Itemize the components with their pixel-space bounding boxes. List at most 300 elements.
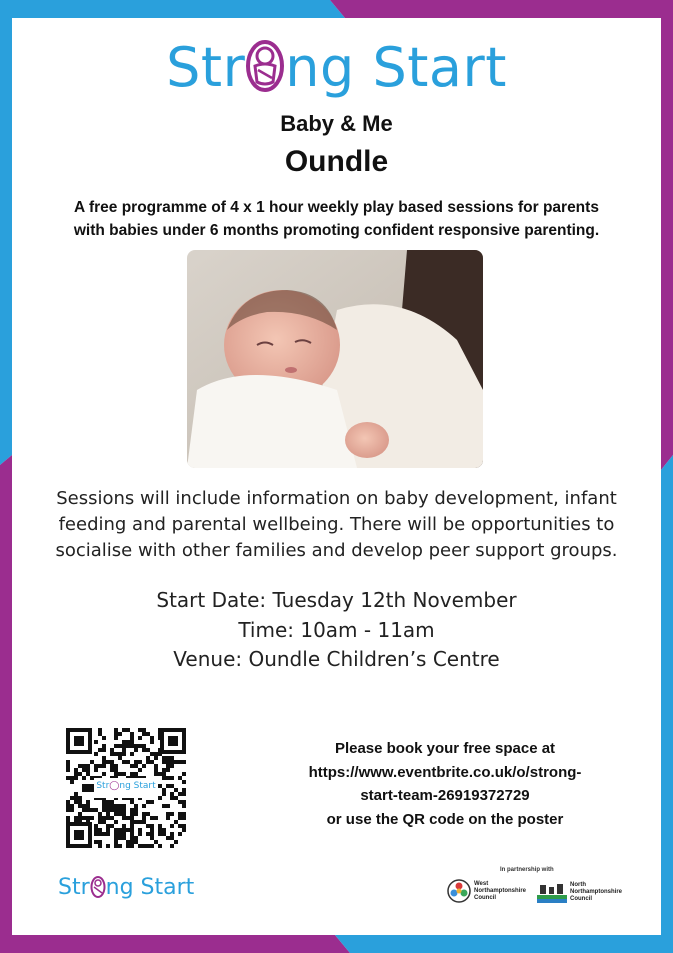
qr-module <box>162 804 166 808</box>
qr-module <box>130 732 134 736</box>
qr-module <box>114 772 118 776</box>
qr-logo-o: ◯ <box>109 781 120 791</box>
qr-module <box>86 772 90 776</box>
qr-module <box>118 804 122 808</box>
qr-module <box>150 740 154 744</box>
qr-module <box>98 728 102 732</box>
qr-module <box>142 728 146 732</box>
qr-module <box>142 732 146 736</box>
qr-module <box>158 832 162 836</box>
qr-module <box>122 828 126 832</box>
qr-module <box>170 796 174 800</box>
qr-logo-prefix: Str <box>96 781 110 791</box>
qr-module <box>150 844 154 848</box>
booking-line-1: Please book your free space at <box>334 740 556 757</box>
footer-logo-suffix: ng Start <box>105 875 195 900</box>
qr-module <box>118 844 122 848</box>
qr-module <box>98 732 102 736</box>
qr-module <box>74 768 78 772</box>
session-time: Time: 10am - 11am <box>238 617 435 642</box>
qr-module <box>138 832 142 836</box>
qr-module <box>86 808 90 812</box>
qr-module <box>170 756 174 760</box>
qr-module <box>138 828 142 832</box>
qr-module <box>130 740 134 744</box>
qr-module <box>162 756 166 760</box>
qr-module <box>126 840 130 844</box>
qr-module <box>122 808 126 812</box>
intro-line-1: A free programme of 4 x 1 hour weekly play based sessions for parents <box>74 199 599 216</box>
qr-module <box>122 752 126 756</box>
qr-module <box>86 768 90 772</box>
description-line-2: feeding and parental wellbeing. There will be opportunities to <box>58 514 615 535</box>
qr-module <box>90 776 94 780</box>
qr-module <box>118 744 122 748</box>
qr-module <box>150 760 154 764</box>
qr-module <box>94 740 98 744</box>
qr-module <box>174 796 178 800</box>
qr-module <box>66 804 70 808</box>
qr-module <box>66 776 70 780</box>
qr-module <box>102 800 106 804</box>
qr-module <box>118 836 122 840</box>
qr-module <box>182 804 186 808</box>
north-council-line-1: North <box>570 882 586 888</box>
qr-module <box>118 732 122 736</box>
qr-module <box>182 792 186 796</box>
qr-module <box>110 808 114 812</box>
qr-module <box>82 784 86 788</box>
qr-module <box>170 784 174 788</box>
qr-module <box>78 796 82 800</box>
qr-module <box>94 828 98 832</box>
qr-module <box>110 816 114 820</box>
baby-icon <box>245 36 285 92</box>
qr-module <box>130 832 134 836</box>
qr-module <box>74 796 78 800</box>
qr-module <box>74 816 78 820</box>
qr-module <box>102 756 106 760</box>
qr-module <box>158 784 162 788</box>
west-council-line-1: West <box>474 880 489 887</box>
qr-module <box>170 792 174 796</box>
qr-module <box>142 844 146 848</box>
qr-module <box>74 800 78 804</box>
qr-module <box>118 756 122 760</box>
qr-module <box>138 820 142 824</box>
qr-module <box>82 816 86 820</box>
qr-module <box>166 816 170 820</box>
qr-module <box>130 820 134 824</box>
qr-module <box>122 816 126 820</box>
qr-module <box>98 748 102 752</box>
qr-module <box>150 800 154 804</box>
qr-module <box>134 748 138 752</box>
qr-module <box>110 804 114 808</box>
qr-module <box>182 812 186 816</box>
qr-module <box>126 844 130 848</box>
qr-module <box>118 812 122 816</box>
qr-module <box>166 768 170 772</box>
qr-module <box>74 792 78 796</box>
qr-module <box>90 808 94 812</box>
qr-module <box>94 752 98 756</box>
programme-intro <box>40 196 633 242</box>
qr-module <box>114 812 118 816</box>
qr-module <box>98 844 102 848</box>
qr-module <box>118 828 122 832</box>
qr-module <box>110 748 114 752</box>
qr-module <box>98 820 102 824</box>
qr-module <box>170 824 174 828</box>
qr-module <box>94 840 98 844</box>
qr-module <box>130 828 134 832</box>
qr-module <box>82 776 86 780</box>
baby-photo <box>187 250 483 468</box>
session-description <box>30 486 643 564</box>
qr-module <box>98 812 102 816</box>
qr-module <box>146 824 150 828</box>
qr-module <box>182 772 186 776</box>
logo-suffix: ng Start <box>285 36 507 99</box>
qr-module <box>166 812 170 816</box>
qr-module <box>86 816 90 820</box>
intro-line-2: with babies under 6 months promoting confident responsive parenting. <box>73 222 600 239</box>
qr-module <box>98 816 102 820</box>
qr-module <box>146 748 150 752</box>
qr-module <box>166 764 170 768</box>
qr-module <box>118 808 122 812</box>
qr-module <box>110 764 114 768</box>
qr-module <box>106 760 110 764</box>
qr-module <box>134 836 138 840</box>
qr-module <box>154 752 158 756</box>
qr-module <box>114 844 118 848</box>
qr-module <box>138 760 142 764</box>
qr-module <box>78 772 82 776</box>
qr-module <box>146 732 150 736</box>
qr-module <box>106 824 110 828</box>
qr-module <box>102 736 106 740</box>
qr-module <box>162 760 166 764</box>
qr-module <box>70 804 74 808</box>
qr-module <box>166 784 170 788</box>
qr-module <box>102 816 106 820</box>
qr-module <box>126 816 130 820</box>
qr-module <box>106 804 110 808</box>
qr-module <box>102 744 106 748</box>
qr-module <box>182 828 186 832</box>
qr-module <box>70 776 74 780</box>
qr-module <box>70 780 74 784</box>
qr-module <box>134 812 138 816</box>
qr-module <box>110 800 114 804</box>
qr-module <box>102 820 106 824</box>
qr-module <box>118 752 122 756</box>
qr-module <box>126 728 130 732</box>
qr-module <box>106 800 110 804</box>
qr-module <box>102 748 106 752</box>
qr-module <box>94 764 98 768</box>
qr-module <box>150 816 154 820</box>
qr-module <box>154 768 158 772</box>
qr-module <box>178 760 182 764</box>
qr-module <box>138 744 142 748</box>
qr-module <box>78 800 82 804</box>
qr-module <box>178 816 182 820</box>
qr-module <box>142 744 146 748</box>
qr-module <box>150 836 154 840</box>
west-council-line-3: Council <box>474 894 496 901</box>
qr-module <box>182 816 186 820</box>
qr-module <box>154 772 158 776</box>
qr-module <box>86 804 90 808</box>
qr-module <box>86 800 90 804</box>
qr-module <box>94 808 98 812</box>
booking-info <box>260 737 630 831</box>
qr-logo-suffix: ng Start <box>119 781 156 791</box>
description-line-1: Sessions will include information on baby development, infant <box>56 488 617 509</box>
qr-module <box>82 764 86 768</box>
qr-module <box>162 828 166 832</box>
qr-module <box>78 812 82 816</box>
qr-module <box>154 764 158 768</box>
start-date: Start Date: Tuesday 12th November <box>156 588 517 612</box>
qr-module <box>166 776 170 780</box>
qr-module <box>86 784 90 788</box>
north-council-line-3: Council <box>570 896 592 902</box>
qr-module <box>66 764 70 768</box>
qr-module <box>74 776 78 780</box>
booking-url-line-2[interactable]: start-team-26919372729 <box>360 787 530 804</box>
qr-module <box>166 760 170 764</box>
qr-module <box>66 760 70 764</box>
qr-module <box>142 812 146 816</box>
qr-module <box>146 756 150 760</box>
qr-module <box>122 760 126 764</box>
qr-module <box>178 832 182 836</box>
qr-module <box>122 740 126 744</box>
qr-module <box>158 796 162 800</box>
qr-module <box>166 756 170 760</box>
footer-strong-start-logo <box>58 874 194 900</box>
qr-module <box>134 804 138 808</box>
qr-module <box>162 792 166 796</box>
qr-module <box>134 772 138 776</box>
qr-module <box>98 832 102 836</box>
qr-module <box>162 788 166 792</box>
qr-module <box>130 736 134 740</box>
qr-module <box>142 748 146 752</box>
qr-module <box>162 832 166 836</box>
qr-module <box>122 804 126 808</box>
programme-location: Oundle <box>284 145 389 178</box>
qr-module <box>130 836 134 840</box>
west-council-line-2: Northamptonshire <box>474 887 527 894</box>
qr-module <box>170 764 174 768</box>
qr-module <box>150 824 154 828</box>
qr-module <box>130 772 134 776</box>
qr-module <box>170 836 174 840</box>
qr-module <box>70 808 74 812</box>
qr-module <box>142 764 146 768</box>
qr-module <box>70 796 74 800</box>
qr-module <box>86 764 90 768</box>
qr-module <box>158 772 162 776</box>
qr-module <box>138 844 142 848</box>
qr-module <box>150 736 154 740</box>
north-council-emblem-icon <box>537 883 567 903</box>
qr-module <box>94 768 98 772</box>
qr-module <box>150 752 154 756</box>
qr-module <box>130 808 134 812</box>
qr-module <box>78 804 82 808</box>
qr-module <box>174 820 178 824</box>
qr-module <box>138 736 142 740</box>
qr-module <box>66 768 70 772</box>
booking-url-line-1[interactable]: https://www.eventbrite.co.uk/o/strong- <box>308 763 582 781</box>
qr-module <box>174 788 178 792</box>
footer-logo-prefix: Str <box>58 875 90 900</box>
qr-module <box>122 728 126 732</box>
qr-module <box>154 840 158 844</box>
qr-module <box>154 816 158 820</box>
qr-module <box>162 776 166 780</box>
partner-label: In partnership with <box>500 867 554 873</box>
qr-module <box>122 824 126 828</box>
qr-module <box>114 840 118 844</box>
qr-module <box>162 768 166 772</box>
qr-module <box>114 768 118 772</box>
qr-module <box>130 744 134 748</box>
qr-module <box>82 768 86 772</box>
qr-module <box>106 812 110 816</box>
qr-module <box>90 816 94 820</box>
qr-module <box>66 800 70 804</box>
qr-module <box>134 808 138 812</box>
qr-module <box>126 828 130 832</box>
qr-module <box>130 824 134 828</box>
qr-module <box>122 812 126 816</box>
west-northamptonshire-council-logo <box>447 879 526 903</box>
qr-module <box>130 800 134 804</box>
qr-code-icon[interactable] <box>66 728 186 848</box>
qr-module <box>146 812 150 816</box>
qr-module <box>114 764 118 768</box>
qr-module <box>130 844 134 848</box>
qr-module <box>146 760 150 764</box>
qr-module <box>78 764 82 768</box>
qr-module <box>158 828 162 832</box>
qr-module <box>138 728 142 732</box>
qr-module <box>182 800 186 804</box>
qr-module <box>162 772 166 776</box>
qr-module <box>114 728 118 732</box>
qr-module <box>114 828 118 832</box>
qr-module <box>102 760 106 764</box>
qr-module <box>146 800 150 804</box>
qr-module <box>134 764 138 768</box>
qr-module <box>102 808 106 812</box>
qr-module <box>118 772 122 776</box>
qr-module <box>158 824 162 828</box>
qr-module <box>134 744 138 748</box>
qr-module <box>106 816 110 820</box>
qr-module <box>110 824 114 828</box>
qr-module <box>86 788 90 792</box>
qr-module <box>122 832 126 836</box>
qr-module <box>106 844 110 848</box>
booking-line-4: or use the QR code on the poster <box>326 810 564 828</box>
qr-module <box>130 816 134 820</box>
qr-module <box>82 804 86 808</box>
qr-module <box>170 832 174 836</box>
qr-module <box>114 808 118 812</box>
north-council-line-2: Northamptonshire <box>570 889 623 895</box>
description-line-3: socialise with other families and develop peer support groups. <box>55 540 618 561</box>
qr-module <box>106 828 110 832</box>
qr-module <box>154 756 158 760</box>
qr-module <box>174 840 178 844</box>
qr-module <box>126 760 130 764</box>
qr-module <box>146 832 150 836</box>
qr-module <box>82 808 86 812</box>
qr-module <box>114 744 118 748</box>
qr-module <box>130 764 134 768</box>
qr-module <box>166 836 170 840</box>
programme-subtitle: Baby & Me <box>280 111 393 136</box>
qr-module <box>102 764 106 768</box>
qr-module <box>114 736 118 740</box>
qr-module <box>142 804 146 808</box>
qr-module <box>142 816 146 820</box>
qr-module <box>122 772 126 776</box>
qr-module <box>114 804 118 808</box>
qr-module <box>158 844 162 848</box>
qr-module <box>66 808 70 812</box>
qr-module <box>98 764 102 768</box>
qr-module <box>114 732 118 736</box>
qr-module <box>130 752 134 756</box>
qr-module <box>114 820 118 824</box>
qr-module <box>130 812 134 816</box>
qr-module <box>98 840 102 844</box>
qr-module <box>110 768 114 772</box>
qr-module <box>150 832 154 836</box>
qr-module <box>98 828 102 832</box>
qr-module <box>130 840 134 844</box>
qr-module <box>182 824 186 828</box>
qr-module <box>106 832 110 836</box>
qr-module <box>94 824 98 828</box>
qr-module <box>178 800 182 804</box>
qr-module <box>182 788 186 792</box>
session-details <box>0 586 673 675</box>
qr-module <box>182 780 186 784</box>
qr-module <box>94 832 98 836</box>
qr-module <box>138 768 142 772</box>
qr-module <box>170 760 174 764</box>
north-northamptonshire-council-logo <box>537 882 622 903</box>
qr-module <box>114 752 118 756</box>
qr-module <box>170 812 174 816</box>
qr-module <box>78 816 82 820</box>
qr-module <box>134 760 138 764</box>
qr-module <box>166 804 170 808</box>
qr-module <box>182 760 186 764</box>
session-venue: Venue: Oundle Children’s Centre <box>173 647 500 671</box>
qr-module <box>106 808 110 812</box>
